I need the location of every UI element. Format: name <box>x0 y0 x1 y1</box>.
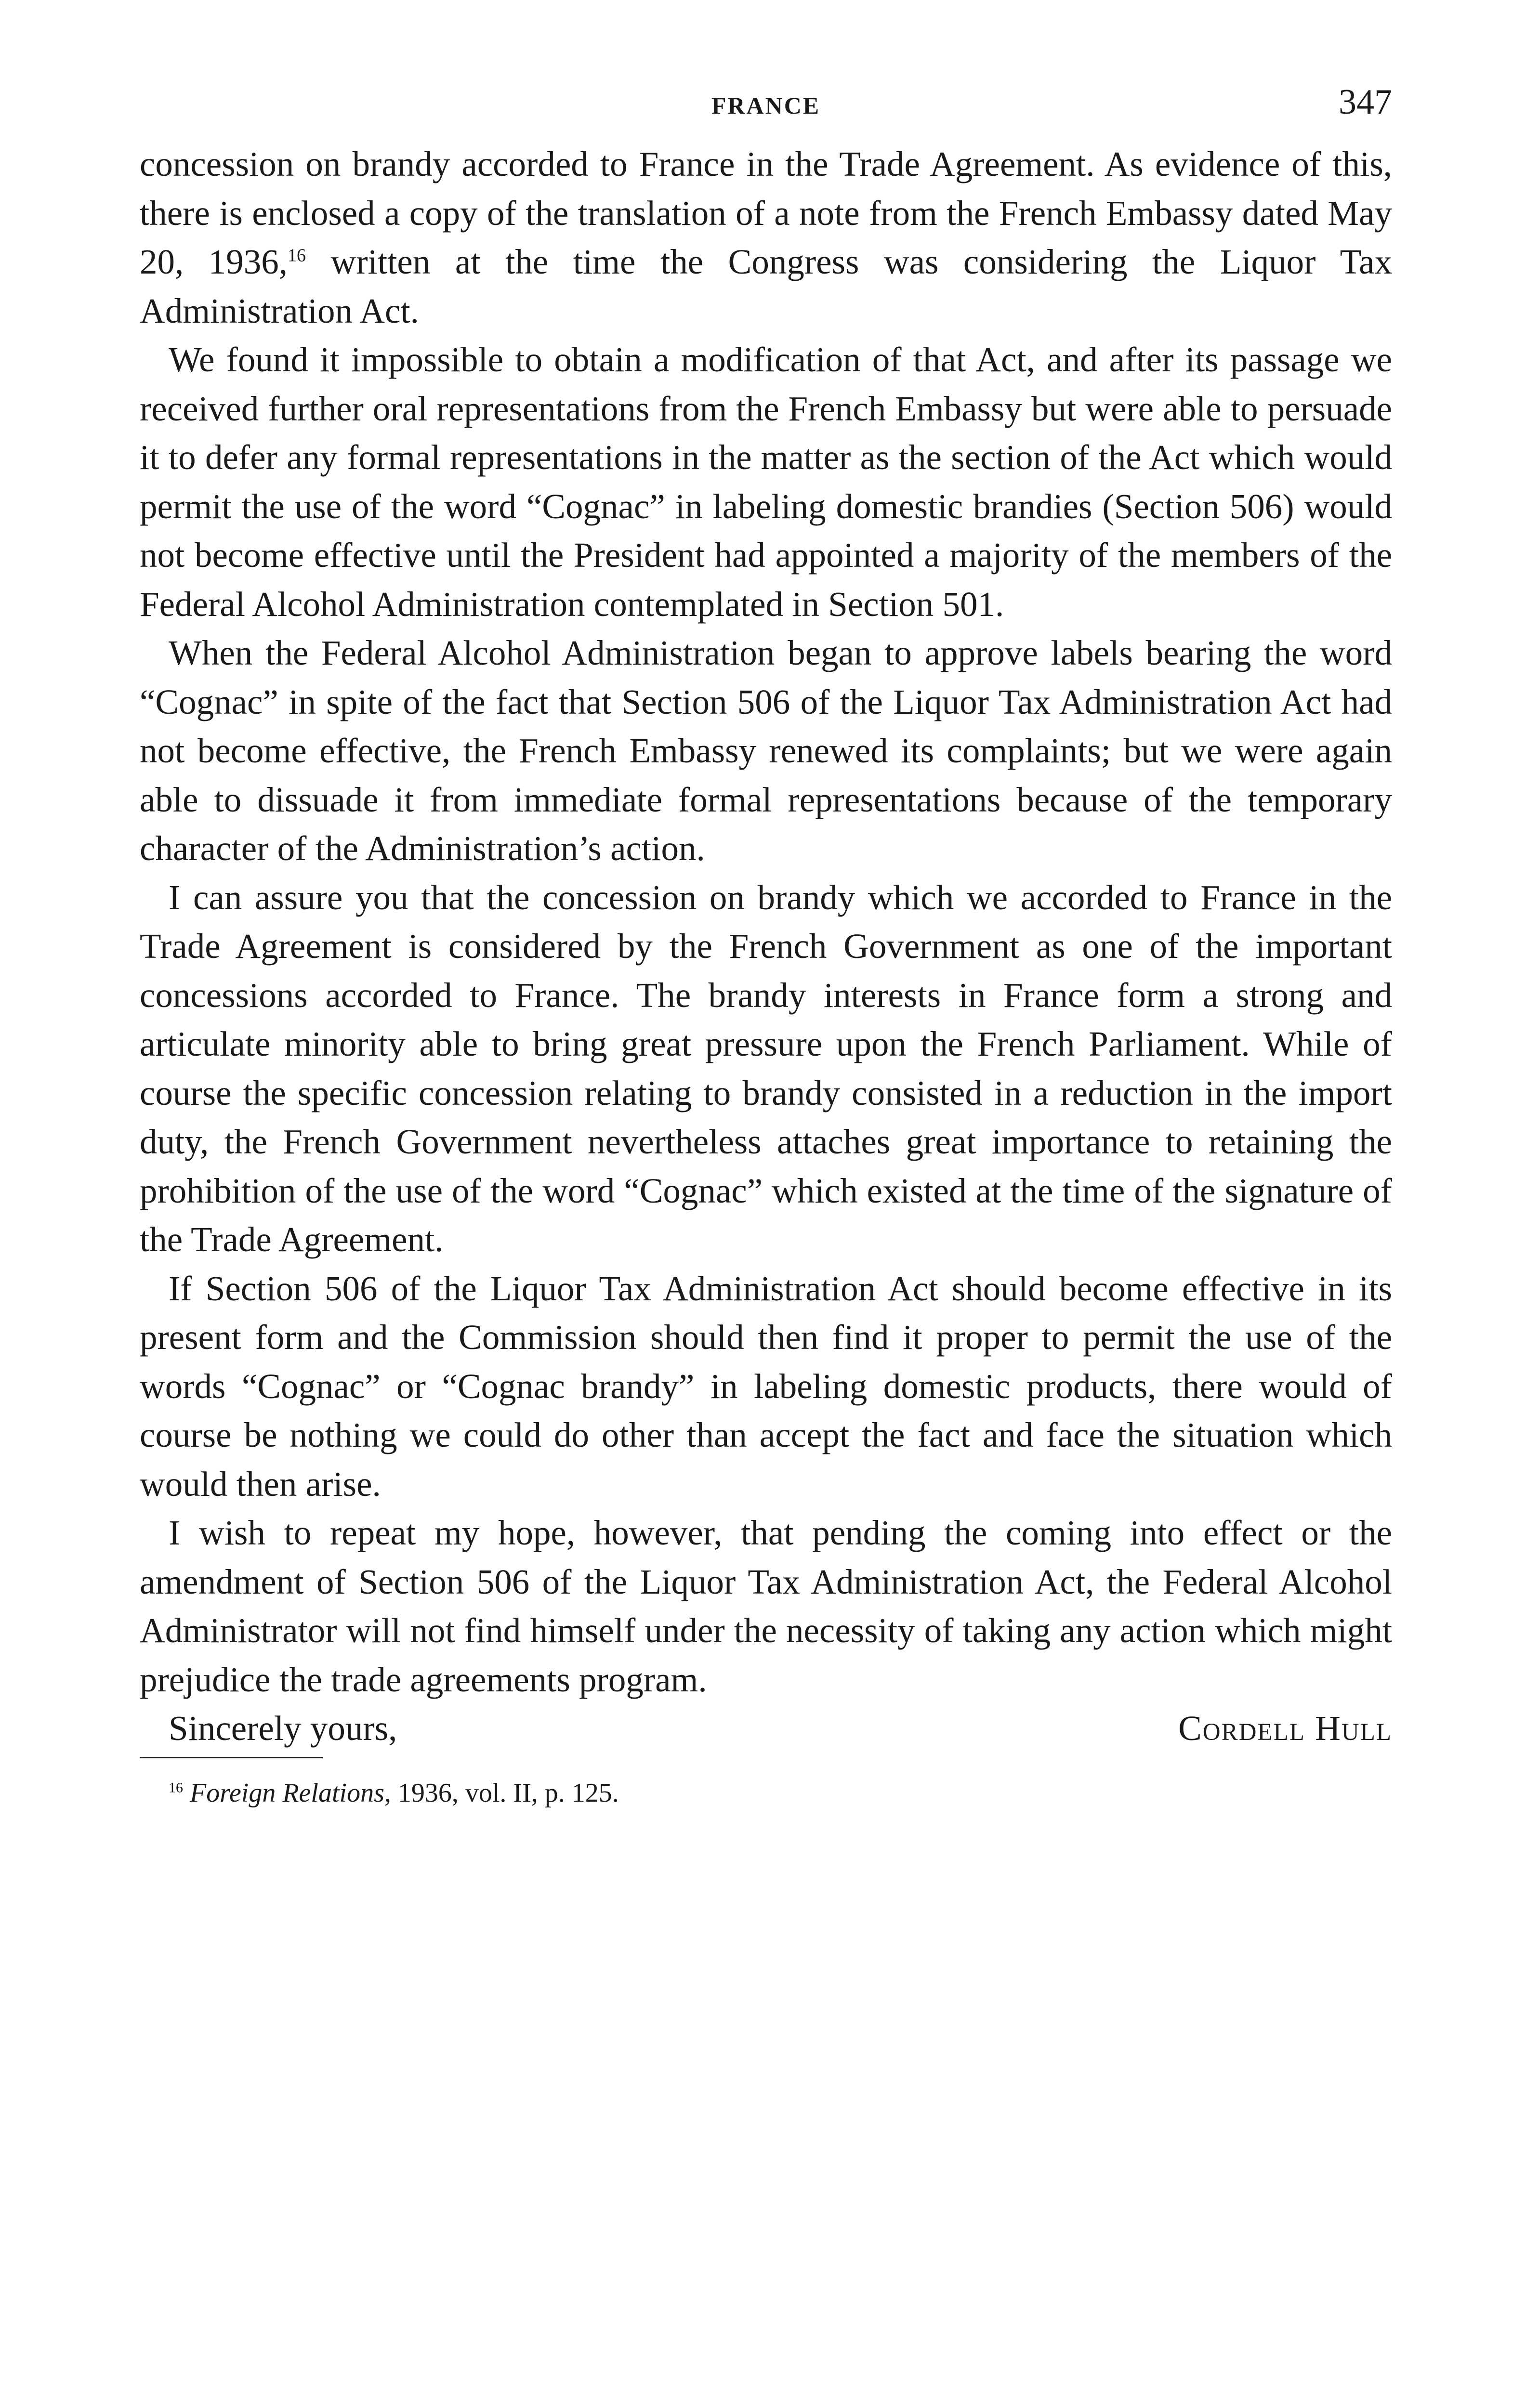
paragraph-1-text-before: concession on brandy accorded to France in the Trade Agreement. As evidence of this, there is enclosed a copy of the translation of a note from the French Embassy dated May 20, 1936, <box>140 144 1392 281</box>
letter-body <box>140 140 1392 1753</box>
running-title: FRANCE <box>711 92 821 119</box>
paragraph-4: I can assure you that the concession on brandy which we accorded to France in the Trade Agreement is considered by the French Government as one of the important concessions accorded to France. The brandy interests in France form a strong and articulate minority able to bring great pressure upon the French Parliament. While of course the specific concession relating to brandy consisted in a reduction in the import duty, the French Government nevertheless attaches great importance to retaining the prohibition of the use of the word “Cognac” which existed at the time of the signature of the Trade Agreement. <box>140 877 1392 1259</box>
footnote-number: 16 <box>169 1780 183 1796</box>
signature: Cordell Hull <box>1178 1709 1392 1748</box>
paragraph-6: I wish to repeat my hope, however, that pending the coming into effect or the amendment of Section 506 of the Liquor Tax Administration Act, the Federal Alcohol Administrator will not find himself under the necessity of taking any action which might prejudice the trade agreements program. <box>140 1513 1392 1699</box>
letter-closing <box>140 1704 1392 1753</box>
paragraph-2: We found it impossible to obtain a modification of that Act, and after its passage we received further oral representations from the French Embassy but were able to persuade it to defer any formal representations in the matter as the section of the Act which would permit the use of the word “Cognac” in labeling domestic brandies (Section 506) would not become effective until the President had appointed a majority of the members of the Federal Alcohol Administration contemplated in Section 501. <box>140 340 1392 624</box>
footnote <box>169 1776 1392 1810</box>
footnote-divider <box>140 1757 323 1758</box>
page-number: 347 <box>1339 82 1392 122</box>
salutation: Sincerely yours, <box>169 1709 397 1748</box>
running-header <box>140 82 1392 140</box>
footnote-reference: 16 <box>288 245 306 266</box>
paragraph-1-text-after: written at the time the Congress was considering the Liquor Tax Administration Act. <box>140 242 1392 330</box>
footnote-citation: 1936, vol. II, p. 125. <box>391 1778 619 1808</box>
paragraph-1 <box>140 140 1392 335</box>
document-page <box>140 82 1392 1810</box>
footnote-title: Foreign Relations, <box>190 1778 391 1808</box>
paragraph-3: When the Federal Alcohol Administration began to approve labels bearing the word “Cognac” in spite of the fact that Section 506 of the Liquor Tax Administration Act had not become effective, the French Embassy renewed its complaints; but we were again able to dissuade it from immediate formal representations because of the temporary character of the Administration’s action. <box>140 633 1392 868</box>
paragraph-5: If Section 506 of the Liquor Tax Administration Act should become effective in its present form and the Commission should then find it proper to permit the use of the words “Cognac” or “Cognac brandy” in labeling domestic products, there would of course be nothing we could do other than accept the fact and face the situation which would then arise. <box>140 1269 1392 1504</box>
